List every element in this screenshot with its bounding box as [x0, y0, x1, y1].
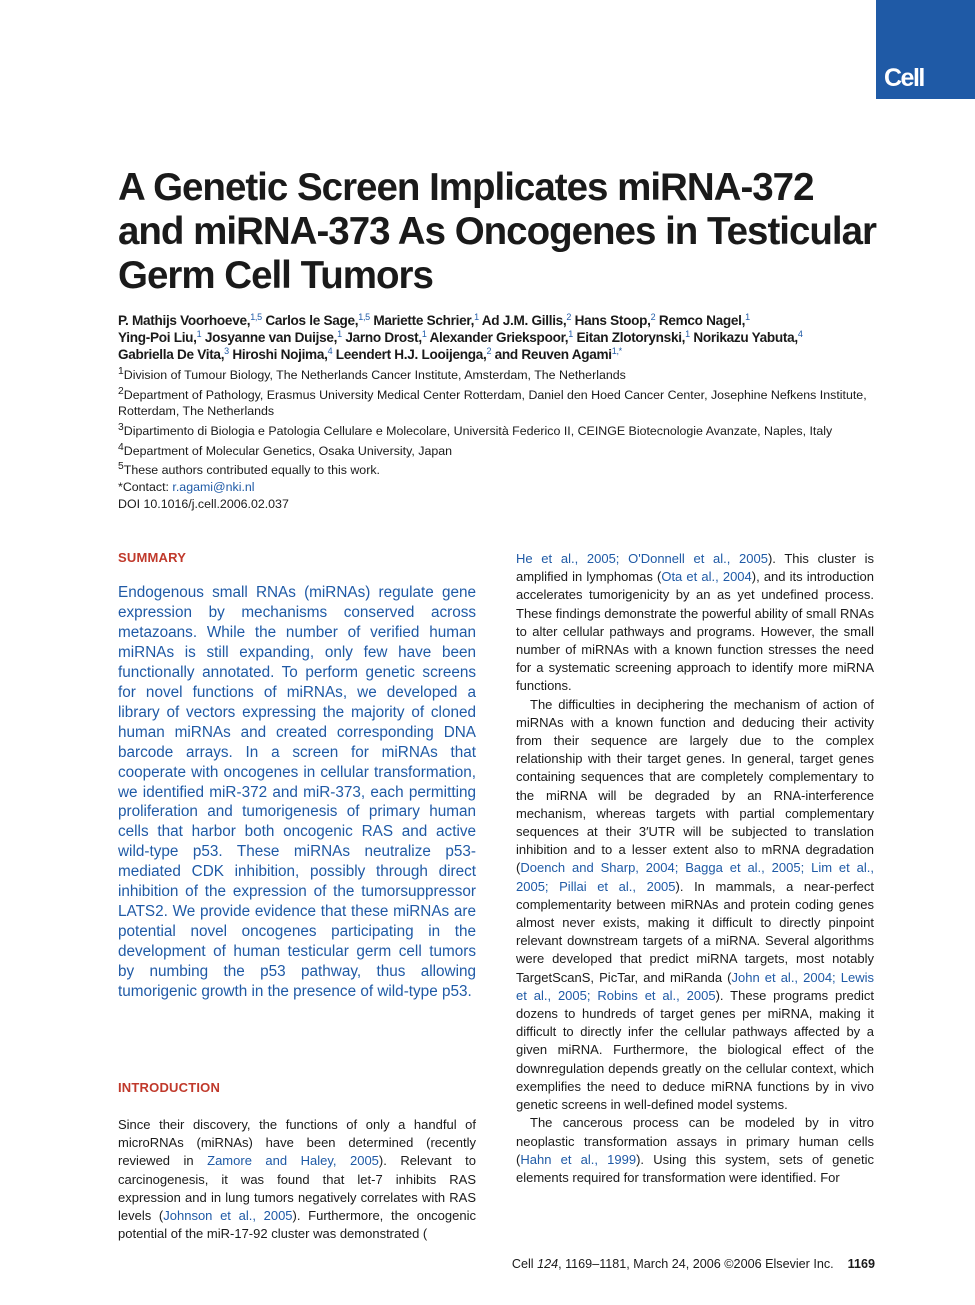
- intro-column-right: [516, 550, 874, 1187]
- author: P. Mathijs Voorhoeve,$^{1,5}$: [118, 312, 262, 328]
- author: Ying-Poi Liu,$^1$: [118, 329, 202, 345]
- author: Remco Nagel,$^1$: [658, 312, 750, 328]
- summary-heading: SUMMARY: [118, 550, 187, 565]
- author: Gabriella De Vita,$^3$: [118, 346, 229, 362]
- citation-link[interactable]: Johnson et al., 2005: [163, 1208, 293, 1224]
- intro-column-left: [118, 1116, 476, 1243]
- citation-link[interactable]: Ota et al., 2004: [661, 569, 752, 585]
- intro-paragraph-3: The cancerous process can be modeled by in vitro neoplastic transformation assays in primary human cells (Hahn et al., 1999). Using this system, sets of genetic elements required for transformation were identified. For: [516, 1115, 874, 1185]
- summary-text: Endogenous small RNAs (miRNAs) regulate gene expression by mechanisms conserved across metazoans. While the number of verified human miRNAs is still expanding, only few have been functionally annotated. To perform genetic screens for novel functions of miRNAs, we developed a library of vectors expressing the majority of cloned human miRNAs and created corresponding DNA barcode arrays. In a screen for miRNAs that cooperate with oncogenes in cellular transformation, we identified miR-372 and miR-373, each permitting proliferation and tumorigenesis of primary human cells that harbor both oncogenic RAS and active wild-type p53. These miRNAs neutralize p53-mediated CDK inhibition, possibly through direct inhibition of the expression of the tumorsuppressor LATS2. We provide evidence that these miRNAs are potential novel oncogenes participating in the development of human testicular germ cell tumors by numbing the p53 pathway, thus allowing tumorigenic growth in the presence of wild-type p53.: [118, 584, 476, 1001]
- article-title: A Genetic Screen Implicates miRNA-372 and miRNA-373 As Oncogenes in Testicular Germ Cell Tumors: [118, 166, 877, 297]
- intro-paragraph-1-cont: He et al., 2005; O'Donnell et al., 2005). This cluster is amplified in lymphomas (Ota et al., 2004), and its introduction accelerates tumorigenicity by an as yet undefined process. These findings demonstrate the powerful ability of small RNAs to alter cellular pathways and programs. However, the small number of miRNAs with a known function stresses the need for a systematic screening approach to identify more miRNA functions.: [516, 551, 874, 694]
- contact: *Contact: r.agami@nki.nl: [118, 480, 255, 495]
- introduction-heading: INTRODUCTION: [118, 1080, 221, 1095]
- author: and Reuven Agami$^{1,*}$: [494, 346, 622, 362]
- page-number: 1169: [847, 1257, 875, 1271]
- author: Josyanne van Duijse,$^1$: [204, 329, 342, 345]
- citation-link[interactable]: John et al., 2004; Lewis et al., 2005; Robins et al., 2005: [516, 969, 874, 1003]
- intro-paragraph-2: The difficulties in deciphering the mechanism of action of miRNAs with a known function and deducing their activity from their sequence are largely due to the complex relationship with their target genes. In general, target genes containing sequences that are completely complementary to the miRNA will be degraded by an RNA-interference mechanism, whereas targets with partial complementary sequences at their 3′UTR will be subjected to translation inhibition and to a lesser extent also to mRNA degradation (Doench and Sharp, 2004; Bagga et al., 2005; Lim et al., 2005; Pillai et al., 2005). In mammals, a near-perfect complementarity between miRNAs and protein coding genes almost never exists, making it difficult to directly pinpoint relevant downstream targets of a miRNA. Several algorithms were developed that predict miRNA targets, most notably TargetScanS, PicTar, and miRanda (John et al., 2004; Lewis et al., 2005; Robins et al., 2005). These programs predict dozens to hundreds of target genes per miRNA, making it difficult to directly infer the cellular pathways affected by a given miRNA. Furthermore, the biological effect of the downregulation depends greatly on the cellular context, which exemplifies the need to deduce miRNA functions by in vivo genetic screens in well-defined model systems.: [516, 696, 874, 1113]
- author: Jarno Drost,$^1$: [345, 329, 427, 345]
- citation-link[interactable]: Doench and Sharp, 2004; Bagga et al., 2005; Lim et al., 2005; Pillai et al., 2005: [516, 860, 874, 894]
- author: Norikazu Yabuta,$^4$: [693, 329, 803, 345]
- doi: DOI 10.1016/j.cell.2006.02.037: [118, 496, 289, 511]
- contact-email-link[interactable]: r.agami@nki.nl: [172, 480, 255, 495]
- author: Ad J.M. Gillis,$^2$: [481, 312, 572, 328]
- intro-paragraph-1: Since their discovery, the functions of only a handful of microRNAs (miRNAs) have been determined (recently reviewed in Zamore and Haley, 2005). Relevant to carcinogenesis, it was found that let-7 inhibits RAS expression and in lung tumors negatively correlates with RAS levels (Johnson et al., 2005). Furthermore, the oncogenic potential of the miR-17-92 cluster was demonstrated (: [118, 1117, 476, 1242]
- author: Hans Stoop,$^2$: [574, 312, 656, 328]
- author: Alexander Griekspoor,$^1$: [429, 329, 574, 345]
- author-list: [118, 312, 878, 363]
- affiliation: $^1$Division of Tumour Biology, The Netherlands Cancer Institute, Amsterdam, The Netherlands: [118, 366, 626, 383]
- author: Leendert H.J. Looijenga,$^2$: [335, 346, 492, 362]
- affiliation: $^2$Department of Pathology, Erasmus University Medical Center Rotterdam, Daniel den Hoed Cancer Center, Josephine Nefkens Institute, Rotterdam, The Netherlands: [118, 385, 867, 419]
- author: Mariette Schrier,$^1$: [373, 312, 479, 328]
- author: Carlos le Sage,$^{1,5}$: [265, 312, 370, 328]
- cell-journal-logo: [876, 0, 975, 99]
- affiliation: $^5$These authors contributed equally to this work.: [118, 461, 380, 478]
- citation-link[interactable]: He et al., 2005; O'Donnell et al., 2005: [516, 551, 768, 566]
- author: Eitan Zlotorynski,$^1$: [576, 329, 690, 345]
- citation-link[interactable]: Hahn et al., 1999: [520, 1151, 637, 1167]
- citation-link[interactable]: Zamore and Haley, 2005: [207, 1153, 379, 1169]
- author: Hiroshi Nojima,$^4$: [232, 346, 333, 362]
- affiliations: [118, 364, 880, 512]
- page-footer: Cell 124, 1169–1181, March 24, 2006 ©2006 Elsevier Inc. 1169: [511, 1257, 875, 1271]
- logo-text: Cell: [884, 64, 924, 92]
- affiliation: $^4$Department of Molecular Genetics, Osaka University, Japan: [118, 441, 453, 458]
- affiliation: $^3$Dipartimento di Biologia e Patologia Cellulare e Molecolare, Università Federico II, CEINGE Biotecnologie Avanzate, Naples, Italy: [118, 422, 833, 439]
